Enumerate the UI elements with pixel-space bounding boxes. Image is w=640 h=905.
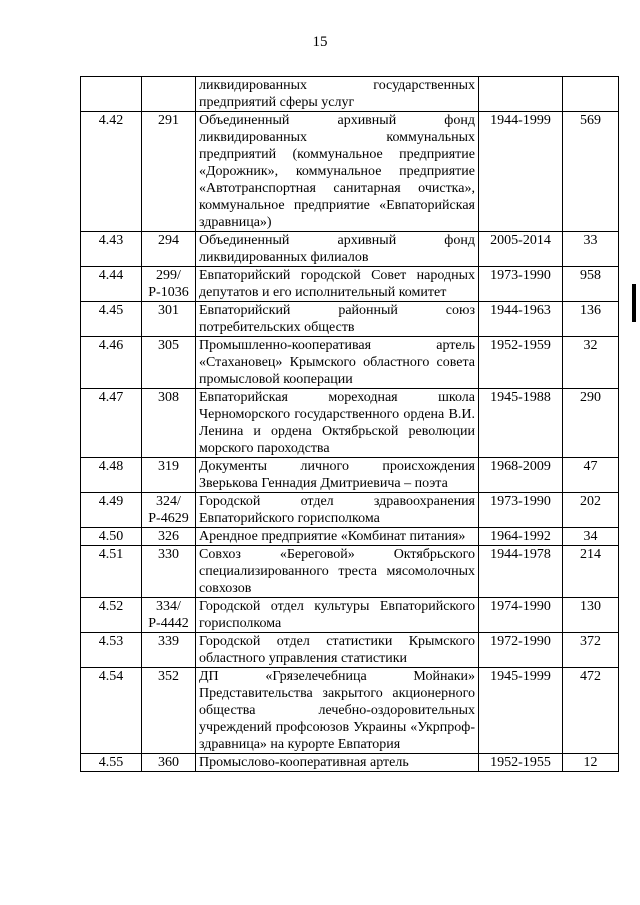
scan-edge-mark: [632, 284, 636, 322]
table-row: [81, 232, 619, 267]
table-row: [81, 337, 619, 389]
table-row: [81, 77, 619, 112]
fund-name-cell: Евпаторийская мореходная школа Черноморского государственного ордена В.И. Ленина и ордена Октябрьской революции морского пароходства: [196, 389, 479, 458]
table-row: [81, 389, 619, 458]
row-number-cell: 4.51: [81, 546, 142, 598]
years-cell: 1973-1990: [479, 267, 563, 302]
fund-number-cell: 291: [142, 112, 196, 232]
count-cell: 130: [563, 598, 619, 633]
table-row: [81, 267, 619, 302]
fund-number-cell: 352: [142, 668, 196, 754]
count-cell: 34: [563, 528, 619, 546]
years-cell: 2005-2014: [479, 232, 563, 267]
row-number-cell: 4.49: [81, 493, 142, 528]
row-number-cell: 4.52: [81, 598, 142, 633]
row-number-cell: 4.48: [81, 458, 142, 493]
count-cell: 569: [563, 112, 619, 232]
fund-name-cell: ликвидированных государственных предприятий сферы услуг: [196, 77, 479, 112]
count-cell: 47: [563, 458, 619, 493]
fund-name-cell: ДП «Грязелечебница Мойнаки» Представительства закрытого акционерного общества лечебно-оздоровительных учреждений профсоюзов Украины «Укрпроф-здравница» на курорте Евпатория: [196, 668, 479, 754]
fund-number-cell: 299/Р-1036: [142, 267, 196, 302]
count-cell: 136: [563, 302, 619, 337]
fund-number-cell: 308: [142, 389, 196, 458]
fund-number-cell: 301: [142, 302, 196, 337]
row-number-cell: 4.54: [81, 668, 142, 754]
table-row: [81, 546, 619, 598]
fund-number-cell: 319: [142, 458, 196, 493]
fund-number-cell: 294: [142, 232, 196, 267]
count-cell: 214: [563, 546, 619, 598]
row-number-cell: 4.50: [81, 528, 142, 546]
years-cell: 1944-1999: [479, 112, 563, 232]
count-cell: 12: [563, 754, 619, 772]
years-cell: 1964-1992: [479, 528, 563, 546]
table-row: [81, 598, 619, 633]
years-cell: 1945-1988: [479, 389, 563, 458]
years-cell: [479, 77, 563, 112]
years-cell: 1973-1990: [479, 493, 563, 528]
fund-number-cell: 326: [142, 528, 196, 546]
fund-number-cell: [142, 77, 196, 112]
years-cell: 1968-2009: [479, 458, 563, 493]
count-cell: 202: [563, 493, 619, 528]
fund-number-cell: 339: [142, 633, 196, 668]
years-cell: 1972-1990: [479, 633, 563, 668]
years-cell: 1944-1978: [479, 546, 563, 598]
fund-number-cell: 360: [142, 754, 196, 772]
fund-name-cell: Объединенный архивный фонд ликвидированных коммунальных предприятий (коммунальное предприятие «Дорожник», коммунальное предприятие «Автотранспортная санитарная очистка», коммунальное предприятие «Евпаторийская здравница»): [196, 112, 479, 232]
fund-name-cell: Арендное предприятие «Комбинат питания»: [196, 528, 479, 546]
fund-name-cell: Городской отдел культуры Евпаторийского горисполкома: [196, 598, 479, 633]
table-body: [81, 77, 619, 772]
count-cell: 290: [563, 389, 619, 458]
years-cell: 1974-1990: [479, 598, 563, 633]
table-row: [81, 302, 619, 337]
row-number-cell: 4.45: [81, 302, 142, 337]
fund-name-cell: Промыслово-кооперативная артель: [196, 754, 479, 772]
years-cell: 1952-1955: [479, 754, 563, 772]
row-number-cell: 4.55: [81, 754, 142, 772]
fund-number-cell: 324/Р-4629: [142, 493, 196, 528]
table-row: [81, 528, 619, 546]
row-number-cell: 4.53: [81, 633, 142, 668]
table-row: [81, 754, 619, 772]
years-cell: 1952-1959: [479, 337, 563, 389]
count-cell: 32: [563, 337, 619, 389]
table-row: [81, 112, 619, 232]
row-number-cell: 4.44: [81, 267, 142, 302]
table-row: [81, 633, 619, 668]
count-cell: 958: [563, 267, 619, 302]
table-row: [81, 458, 619, 493]
fund-name-cell: Объединенный архивный фонд ликвидированных филиалов: [196, 232, 479, 267]
row-number-cell: [81, 77, 142, 112]
page-number: 15: [312, 34, 328, 50]
fund-name-cell: Документы личного происхождения Зверькова Геннадия Дмитриевича – поэта: [196, 458, 479, 493]
row-number-cell: 4.42: [81, 112, 142, 232]
table-row: [81, 668, 619, 754]
fund-number-cell: 305: [142, 337, 196, 389]
archive-fund-table: [80, 76, 619, 772]
fund-name-cell: Промышленно-кооперативая артель «Стахановец» Крымского областного совета промысловой кооперации: [196, 337, 479, 389]
fund-name-cell: Городской отдел статистики Крымского областного управления статистики: [196, 633, 479, 668]
count-cell: 33: [563, 232, 619, 267]
count-cell: 372: [563, 633, 619, 668]
table-row: [81, 493, 619, 528]
years-cell: 1945-1999: [479, 668, 563, 754]
count-cell: 472: [563, 668, 619, 754]
fund-number-cell: 334/Р-4442: [142, 598, 196, 633]
fund-name-cell: Городской отдел здравоохранения Евпаторийского горисполкома: [196, 493, 479, 528]
years-cell: 1944-1963: [479, 302, 563, 337]
fund-number-cell: 330: [142, 546, 196, 598]
count-cell: [563, 77, 619, 112]
fund-name-cell: Евпаторийский районный союз потребительских обществ: [196, 302, 479, 337]
row-number-cell: 4.47: [81, 389, 142, 458]
row-number-cell: 4.46: [81, 337, 142, 389]
fund-name-cell: Совхоз «Береговой» Октябрьского специализированного треста мясомолочных совхозов: [196, 546, 479, 598]
row-number-cell: 4.43: [81, 232, 142, 267]
fund-name-cell: Евпаторийский городской Совет народных депутатов и его исполнительный комитет: [196, 267, 479, 302]
